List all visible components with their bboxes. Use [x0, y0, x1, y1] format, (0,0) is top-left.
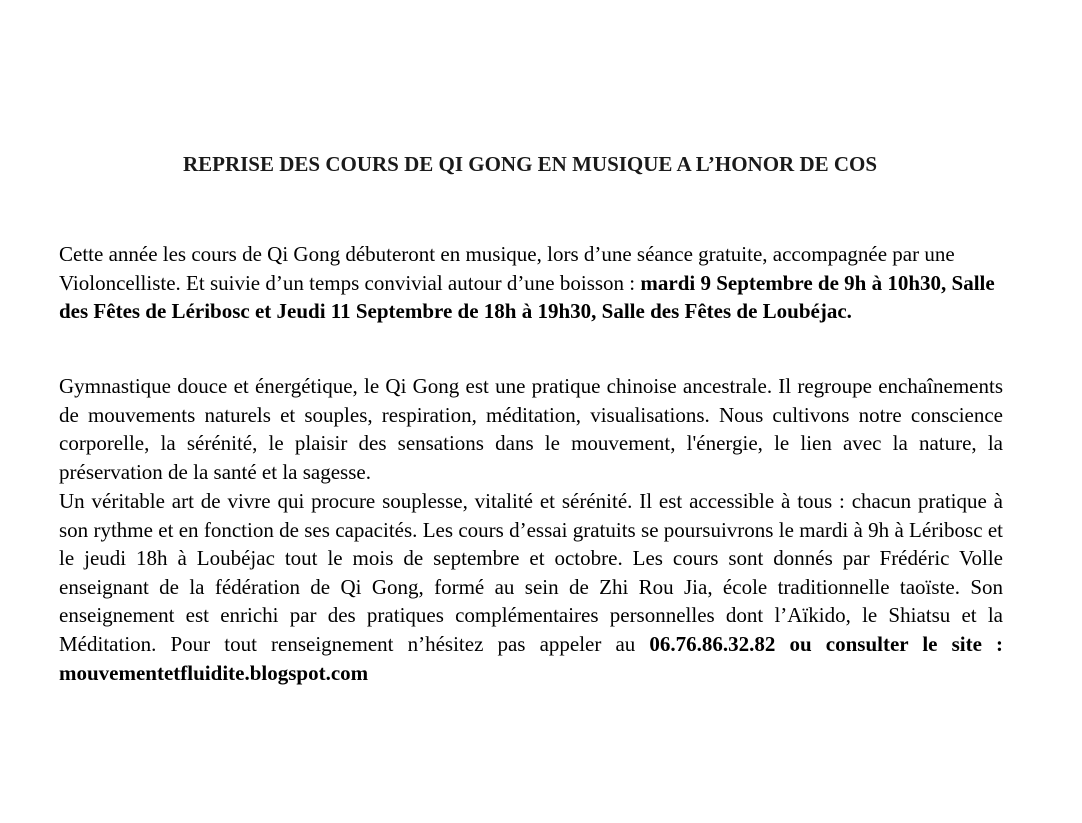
- contact-phone: 06.76.86.32.82 ou consulter le site :: [649, 631, 1003, 656]
- paragraph-details: [59, 487, 1003, 687]
- paragraph-announcement: [59, 240, 1003, 326]
- details-text: Un véritable art de vivre qui procure souplesse, vitalité et sérénité. Il est accessible à tous : chacun pratique à son rythme et en fonction de ses capacités. Les cours d’essai gratuits se poursuivrons le mardi à 9h à Léribosc et le jeudi 18h à Loubéjac tout le mois de septembre et octobre. Les cours sont donnés par Frédéric Volle enseignant de la fédération de Qi Gong, formé au sein de Zhi Rou Jia, école traditionnelle taoïste. Son enseignement est enrichi par des pratiques complémentaires personnelles dont l’Aïkido, le Shiatsu et la Méditation. Pour tout renseignement n’hésitez pas appeler au: [59, 489, 1003, 656]
- document-title: REPRISE DES COURS DE QI GONG EN MUSIQUE A L’HONOR DE COS: [182, 152, 878, 176]
- paragraph-description: Gymnastique douce et énergétique, le Qi Gong est une pratique chinoise ancestrale. Il regroupe enchaînements de mouvements naturels et souples, respiration, méditation, visualisations. Nous cultivons notre conscience corporelle, la sérénité, le plaisir des sensations dans le mouvement, l'énergie, le lien avec la nature, la préservation de la santé et la sagesse.: [59, 374, 1003, 484]
- announcement-intro: Cette année les cours de Qi Gong débuteront en musique, lors d’une séance gratuite, accompagnée par une Violoncelliste. Et suivie d’un temps convivial autour d’une boisson :: [59, 242, 955, 295]
- website-link: mouvementetfluidite.blogspot.com: [59, 660, 369, 685]
- announcement-dates: mardi 9 Septembre de 9h à 10h30, Salle des Fêtes de Léribosc et Jeudi 11 Septembre de 18h à 19h30, Salle des Fêtes de Loubéjac.: [59, 270, 995, 324]
